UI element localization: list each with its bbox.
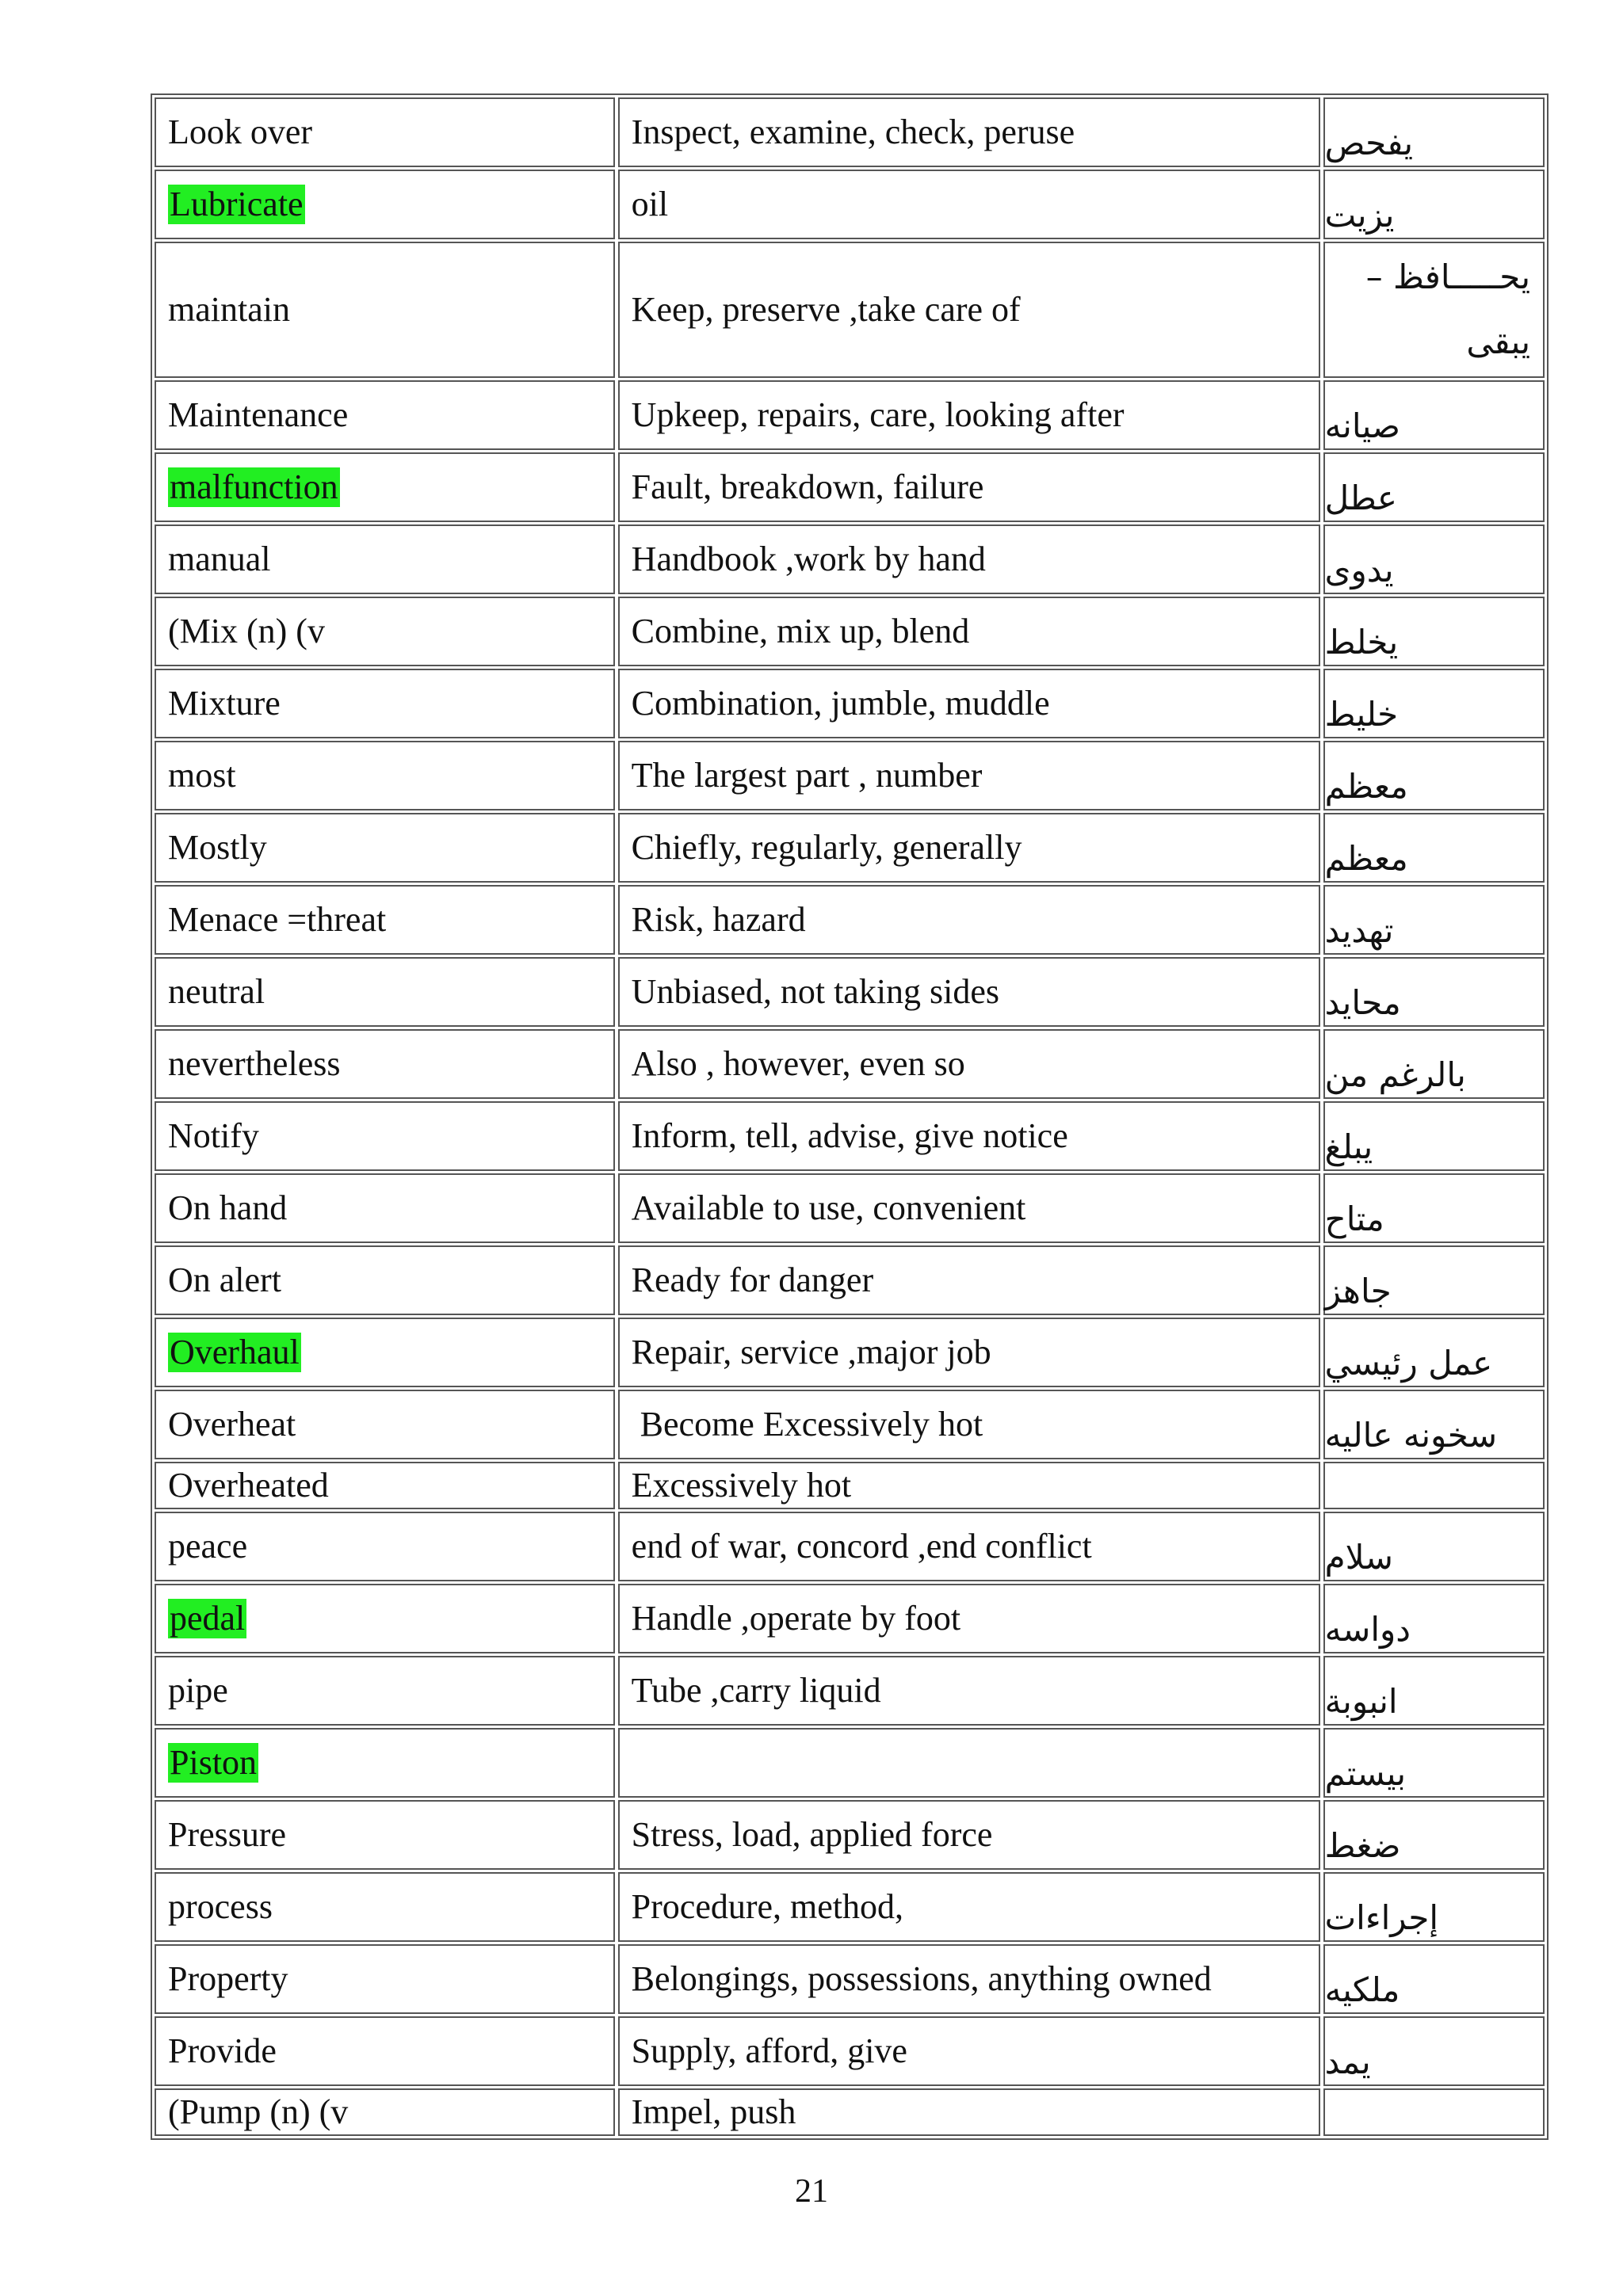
table-row bbox=[155, 1584, 1545, 1653]
synonyms-cell bbox=[618, 1800, 1320, 1870]
word-cell bbox=[155, 1872, 615, 1942]
table-row bbox=[155, 1318, 1545, 1387]
arabic-cell bbox=[1323, 885, 1545, 955]
table-row bbox=[155, 669, 1545, 738]
word-cell bbox=[155, 2016, 615, 2086]
arabic-cell bbox=[1323, 1390, 1545, 1459]
synonyms-text: Inform, tell, advise, give notice bbox=[631, 1116, 1068, 1155]
page-number: 21 bbox=[795, 2173, 828, 2210]
word-cell bbox=[155, 669, 615, 738]
table-row bbox=[155, 170, 1545, 239]
table-row bbox=[155, 242, 1545, 378]
synonyms-text: Supply, afford, give bbox=[631, 2031, 907, 2070]
word-cell bbox=[155, 1944, 615, 2014]
synonyms-text: Chiefly, regularly, generally bbox=[631, 827, 1022, 867]
table-row bbox=[155, 380, 1545, 450]
word-cell bbox=[155, 1318, 615, 1387]
word-cell bbox=[155, 1800, 615, 1870]
synonyms-cell bbox=[618, 1462, 1320, 1509]
word-text: manual bbox=[168, 539, 271, 578]
synonyms-cell bbox=[618, 957, 1320, 1027]
arabic-text: سلام bbox=[1324, 1537, 1393, 1577]
table-row bbox=[155, 452, 1545, 522]
synonyms-cell bbox=[618, 1584, 1320, 1653]
vocabulary-table bbox=[151, 93, 1549, 2140]
synonyms-cell bbox=[618, 741, 1320, 810]
synonyms-text: Ready for danger bbox=[631, 1260, 874, 1299]
arabic-cell bbox=[1323, 669, 1545, 738]
arabic-cell bbox=[1323, 1101, 1545, 1171]
table-row bbox=[155, 1462, 1545, 1509]
arabic-cell bbox=[1323, 2016, 1545, 2086]
synonyms-cell bbox=[618, 170, 1320, 239]
table-row bbox=[155, 1390, 1545, 1459]
arabic-text: جاهز bbox=[1324, 1271, 1392, 1310]
synonyms-cell bbox=[618, 242, 1320, 378]
arabic-text: تهديد bbox=[1324, 910, 1394, 950]
synonyms-text: Risk, hazard bbox=[631, 899, 806, 939]
arabic-cell bbox=[1323, 1800, 1545, 1870]
word-cell bbox=[155, 97, 615, 167]
synonyms-text: Procedure, method, bbox=[631, 1886, 904, 1926]
word-text: process bbox=[168, 1886, 273, 1926]
arabic-text: يدوى bbox=[1324, 550, 1394, 589]
table-row bbox=[155, 1245, 1545, 1315]
synonyms-text: The largest part , number bbox=[631, 755, 983, 795]
synonyms-cell bbox=[618, 2016, 1320, 2086]
arabic-text: ملكيه bbox=[1324, 1970, 1400, 2009]
table-row bbox=[155, 1728, 1545, 1798]
arabic-cell bbox=[1323, 741, 1545, 810]
word-text: Mostly bbox=[168, 827, 267, 867]
word-cell bbox=[155, 524, 615, 594]
synonyms-text: Unbiased, not taking sides bbox=[631, 971, 1000, 1011]
arabic-text: متاح bbox=[1324, 1199, 1384, 1238]
highlighted-word-text: Piston bbox=[170, 1742, 258, 1782]
arabic-text: ضغط bbox=[1324, 1825, 1401, 1865]
synonyms-text: Available to use, convenient bbox=[631, 1188, 1026, 1227]
arabic-cell bbox=[1323, 1584, 1545, 1653]
table-row bbox=[155, 1800, 1545, 1870]
synonyms-cell bbox=[618, 1029, 1320, 1099]
word-text: Look over bbox=[168, 112, 313, 151]
synonyms-cell bbox=[618, 1101, 1320, 1171]
word-cell bbox=[155, 885, 615, 955]
arabic-cell bbox=[1323, 170, 1545, 239]
table-row bbox=[155, 1944, 1545, 2014]
arabic-text: يفحص bbox=[1324, 123, 1414, 162]
arabic-cell bbox=[1323, 380, 1545, 450]
word-cell bbox=[155, 1462, 615, 1509]
synonyms-text: Inspect, examine, check, peruse bbox=[631, 112, 1075, 151]
synonyms-cell bbox=[618, 1728, 1320, 1798]
arabic-text: بالرغم من bbox=[1324, 1055, 1466, 1094]
word-text: pipe bbox=[168, 1670, 228, 1710]
synonyms-text: Fault, breakdown, failure bbox=[631, 467, 984, 506]
synonyms-cell bbox=[618, 1872, 1320, 1942]
table-row bbox=[155, 2088, 1545, 2136]
arabic-cell bbox=[1323, 1728, 1545, 1798]
synonyms-cell bbox=[618, 1512, 1320, 1581]
synonyms-cell bbox=[618, 1318, 1320, 1387]
word-text: Notify bbox=[168, 1116, 259, 1155]
word-cell bbox=[155, 1656, 615, 1726]
table-row bbox=[155, 1512, 1545, 1581]
table-row bbox=[155, 1173, 1545, 1243]
word-text: most bbox=[168, 755, 236, 795]
word-cell bbox=[155, 597, 615, 666]
arabic-cell bbox=[1323, 1029, 1545, 1099]
arabic-text: بيستم bbox=[1324, 1753, 1407, 1793]
synonyms-cell bbox=[618, 97, 1320, 167]
word-text: Provide bbox=[168, 2031, 277, 2070]
word-text: Menace =threat bbox=[168, 899, 387, 939]
arabic-text: صيانه bbox=[1324, 406, 1400, 445]
word-cell bbox=[155, 1245, 615, 1315]
word-cell bbox=[155, 1173, 615, 1243]
word-text: Overheat bbox=[168, 1404, 296, 1444]
synonyms-text: Become Excessively hot bbox=[631, 1404, 983, 1444]
arabic-text: عمل رئيسي bbox=[1324, 1343, 1493, 1383]
table-row bbox=[155, 97, 1545, 167]
word-cell bbox=[155, 741, 615, 810]
arabic-text: انبوبة bbox=[1324, 1681, 1398, 1721]
arabic-cell bbox=[1323, 242, 1545, 378]
arabic-cell bbox=[1323, 1318, 1545, 1387]
arabic-text: معظم bbox=[1324, 838, 1408, 878]
table-row bbox=[155, 1656, 1545, 1726]
word-text: Overheated bbox=[168, 1465, 329, 1505]
arabic-text: محايد bbox=[1324, 982, 1401, 1022]
table-row bbox=[155, 885, 1545, 955]
word-cell bbox=[155, 2088, 615, 2136]
arabic-text: يزيت bbox=[1324, 195, 1395, 235]
word-cell bbox=[155, 242, 615, 378]
arabic-cell bbox=[1323, 1173, 1545, 1243]
table-row bbox=[155, 1101, 1545, 1171]
arabic-cell bbox=[1323, 1872, 1545, 1942]
arabic-text: معظم bbox=[1324, 766, 1408, 806]
table-row bbox=[155, 524, 1545, 594]
synonyms-text: Impel, push bbox=[631, 2092, 796, 2131]
arabic-text: دواسه bbox=[1324, 1609, 1411, 1649]
synonyms-text: Stress, load, applied force bbox=[631, 1814, 993, 1854]
synonyms-cell bbox=[618, 597, 1320, 666]
arabic-cell bbox=[1323, 1512, 1545, 1581]
synonyms-text: Combination, jumble, muddle bbox=[631, 683, 1050, 723]
word-cell bbox=[155, 170, 615, 239]
arabic-cell bbox=[1323, 2088, 1545, 2136]
synonyms-cell bbox=[618, 2088, 1320, 2136]
arabic-cell bbox=[1323, 957, 1545, 1027]
synonyms-text: end of war, concord ,end conflict bbox=[631, 1526, 1092, 1566]
synonyms-cell bbox=[618, 1245, 1320, 1315]
word-cell bbox=[155, 1584, 615, 1653]
synonyms-text: Upkeep, repairs, care, looking after bbox=[631, 395, 1125, 434]
table-row bbox=[155, 741, 1545, 810]
arabic-cell bbox=[1323, 1656, 1545, 1726]
word-text: peace bbox=[168, 1526, 248, 1566]
word-text: On alert bbox=[168, 1260, 281, 1299]
arabic-text: يحـــــافظ – يبقى bbox=[1365, 257, 1531, 361]
synonyms-text: Also , however, even so bbox=[631, 1043, 965, 1083]
word-cell bbox=[155, 1728, 615, 1798]
highlighted-word-text: Overhaul bbox=[170, 1332, 300, 1371]
table-row bbox=[155, 813, 1545, 883]
synonyms-text: Tube ,carry liquid bbox=[631, 1670, 881, 1710]
arabic-text: خليط bbox=[1324, 694, 1399, 734]
synonyms-cell bbox=[618, 380, 1320, 450]
word-cell bbox=[155, 957, 615, 1027]
synonyms-text: Belongings, possessions, anything owned bbox=[631, 1958, 1212, 1998]
synonyms-text: Handle ,operate by foot bbox=[631, 1598, 961, 1638]
table-row bbox=[155, 1029, 1545, 1099]
synonyms-text: Combine, mix up, blend bbox=[631, 611, 970, 650]
arabic-text: يبلغ bbox=[1324, 1127, 1373, 1166]
table-row bbox=[155, 597, 1545, 666]
synonyms-cell bbox=[618, 1173, 1320, 1243]
word-cell bbox=[155, 380, 615, 450]
arabic-text: عطل bbox=[1324, 478, 1397, 517]
arabic-cell bbox=[1323, 1944, 1545, 2014]
table-row bbox=[155, 957, 1545, 1027]
arabic-cell bbox=[1323, 1245, 1545, 1315]
synonyms-cell bbox=[618, 813, 1320, 883]
word-text: neutral bbox=[168, 971, 265, 1011]
arabic-text: يمد bbox=[1324, 2042, 1371, 2081]
synonyms-cell bbox=[618, 1390, 1320, 1459]
arabic-cell bbox=[1323, 524, 1545, 594]
table-row bbox=[155, 1872, 1545, 1942]
synonyms-cell bbox=[618, 669, 1320, 738]
arabic-text: سخونه عاليه bbox=[1324, 1415, 1498, 1455]
word-text: Pressure bbox=[168, 1814, 287, 1854]
word-cell bbox=[155, 1390, 615, 1459]
arabic-cell bbox=[1323, 813, 1545, 883]
word-cell bbox=[155, 452, 615, 522]
arabic-cell bbox=[1323, 452, 1545, 522]
word-cell bbox=[155, 1101, 615, 1171]
arabic-text: إجراءات bbox=[1324, 1897, 1439, 1937]
word-text: nevertheless bbox=[168, 1043, 341, 1083]
word-cell bbox=[155, 813, 615, 883]
synonyms-cell bbox=[618, 1656, 1320, 1726]
word-text: On hand bbox=[168, 1188, 288, 1227]
synonyms-text: oil bbox=[631, 184, 669, 223]
word-text: (Mix (n) (v bbox=[168, 611, 325, 650]
arabic-text: يخلط bbox=[1324, 622, 1399, 662]
arabic-cell bbox=[1323, 97, 1545, 167]
synonyms-cell bbox=[618, 885, 1320, 955]
word-cell bbox=[155, 1029, 615, 1099]
word-text: Property bbox=[168, 1958, 288, 1998]
highlighted-word-text: pedal bbox=[170, 1598, 246, 1638]
synonyms-text: Repair, service ,major job bbox=[631, 1332, 991, 1371]
synonyms-cell bbox=[618, 1944, 1320, 2014]
synonyms-cell bbox=[618, 452, 1320, 522]
table-row bbox=[155, 2016, 1545, 2086]
word-cell bbox=[155, 1512, 615, 1581]
highlighted-word-text: Lubricate bbox=[170, 184, 304, 223]
word-text: Mixture bbox=[168, 683, 281, 723]
word-text: maintain bbox=[168, 289, 290, 329]
arabic-cell bbox=[1323, 1462, 1545, 1509]
synonyms-text: Excessively hot bbox=[631, 1465, 852, 1505]
highlighted-word-text: malfunction bbox=[170, 467, 338, 506]
word-text: Maintenance bbox=[168, 395, 349, 434]
synonyms-text: Keep, preserve ,take care of bbox=[631, 289, 1021, 329]
word-text: (Pump (n) (v bbox=[168, 2092, 349, 2131]
synonyms-text: Handbook ,work by hand bbox=[631, 539, 986, 578]
synonyms-cell bbox=[618, 524, 1320, 594]
arabic-cell bbox=[1323, 597, 1545, 666]
